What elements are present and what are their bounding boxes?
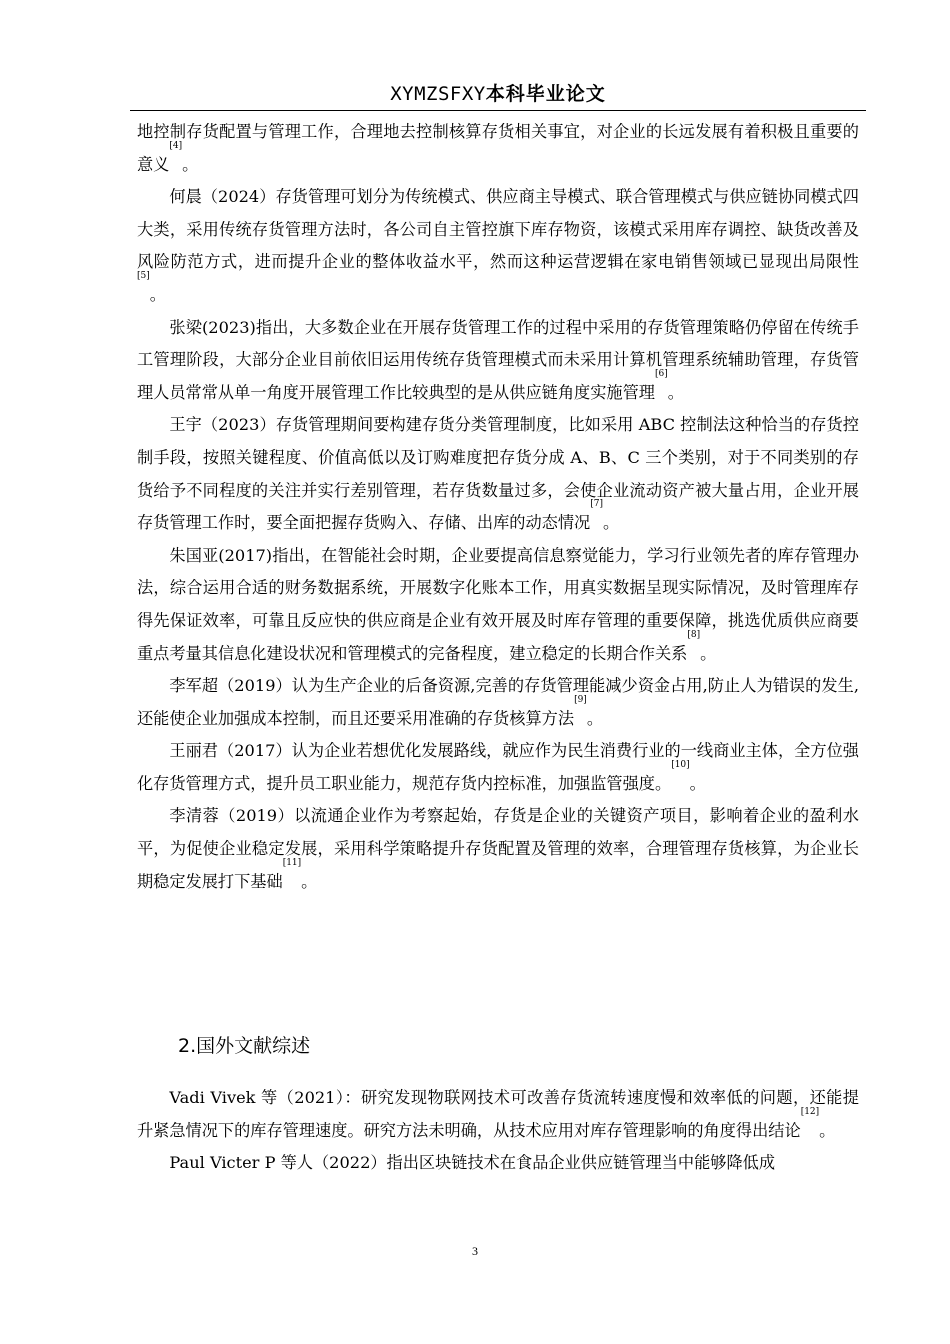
paragraph-tail: 。 (700, 643, 717, 663)
paragraph-tail: 。 (603, 513, 620, 533)
paragraph-tail: 。 (149, 284, 166, 304)
paragraph (137, 181, 859, 311)
paragraph (137, 116, 859, 181)
paragraph (137, 1082, 859, 1147)
paragraph (137, 735, 859, 800)
paragraph-text: 李清蓉（2019）以流通企业作为考察起始，存货是企业的关键资产项目，影响着企业的盈利水平，为促使企业稳定发展，采用科学策略提升存货配置及管理的效率，合理管理存货核算，为企业长期稳定发展打下基础 (137, 806, 859, 891)
citation: [9] (574, 694, 587, 705)
paragraph-text: Paul Victer P 等人（2022）指出区块链技术在食品企业供应链管理当中能够降低成 (169, 1153, 776, 1173)
paragraph (137, 312, 859, 410)
paragraph-tail: 。 (182, 154, 199, 174)
domestic-review-body (137, 116, 859, 898)
paragraph-tail: 。 (586, 708, 603, 728)
citation: [7] (590, 499, 603, 510)
paragraph-text: Vadi Vivek 等（2021）：研究发现物联网技术可改善存货流转速度慢和效率低的问题，还能提升紧急情况下的库存管理速度。研究方法未明确，从技术应用对库存管理影响的角度得出结论 (137, 1088, 859, 1140)
citation: [10] (671, 759, 690, 770)
paragraph-text: 王宇（2023）存货管理期间要构建存货分类管理制度，比如采用 ABC 控制法这种恰当的存货控制手段，按照关键程度、价值高低以及订购难度把存货分成 A、B、C 三个类别，对于不同类别的存货给予不同程度的关注并实行差别管理，若存货数量过多，会使企业流动资产被大量占用，企业开展存货管理工作时，要全面把握存货购入、存储、出库的动态情况 (137, 415, 859, 533)
paragraph (137, 800, 859, 898)
paragraph-tail: 。 (301, 871, 318, 891)
citation: [6] (655, 368, 668, 379)
foreign-review-body (137, 1082, 859, 1180)
paragraph (137, 409, 859, 539)
paragraph (137, 1147, 859, 1180)
page-number: 3 (472, 1244, 478, 1258)
running-header (130, 82, 866, 106)
citation: [5] (137, 270, 150, 281)
paragraph-text: 王丽君（2017）认为企业若想优化发展路线，就应作为民生消费行业的一线商业主体，全方位强化存货管理方式，提升员工职业能力，规范存货内控标准，加强监管强度。 (137, 741, 859, 793)
header-code: XYMZSFXY (390, 83, 486, 105)
paragraph-text: 朱国亚(2017)指出，在智能社会时期，企业要提高信息察觉能力，学习行业领先者的库存管理办法，综合运用合适的财务数据系统，开展数字化账本工作，用真实数据呈现实际情况，及时管理库存得先保证效率，可靠且反应快的供应商是企业有效开展及时库存管理的重要保障，挑选优质供应商要重点考量其信息化建设状况和管理模式的完备程度，建立稳定的长期合作关系 (137, 545, 859, 663)
paragraph-tail: 。 (667, 382, 684, 402)
paragraph-tail: 。 (819, 1120, 836, 1140)
paragraph-text: 李军超（2019）认为生产企业的后备资源,完善的存货管理能减少资金占用,防止人为错误的发生,还能使企业加强成本控制，而且还要采用准确的存货核算方法 (137, 676, 859, 728)
citation: [4] (169, 140, 183, 151)
paragraph-text: 张梁(2023)指出，大多数企业在开展存货管理工作的过程中采用的存货管理策略仍停留在传统手工管理阶段，大部分企业目前依旧运用传统存货管理模式而未采用计算机管理系统辅助管理，存货管理人员常常从单一角度开展管理工作比较典型的是从供应链角度实施管理 (137, 317, 859, 402)
paragraph (137, 670, 859, 735)
citation: [11] (282, 857, 302, 868)
citation: [8] (687, 629, 701, 640)
citation: [12] (800, 1106, 820, 1117)
paragraph (137, 540, 859, 670)
paragraph-text: 何晨（2024）存货管理可划分为传统模式、供应商主导模式、联合管理模式与供应链协同模式四大类，采用传统存货管理方法时，各公司自主管控旗下库存物资，该模式采用库存调控、缺货改善及风险防范方式，进而提升企业的整体收益水平，然而这种运营逻辑在家电销售领域已显现出局限性 (137, 187, 859, 272)
header-title: 本科毕业论文 (485, 83, 606, 105)
paragraph-tail: 。 (689, 773, 706, 793)
section-heading: 2.国外文献综述 (178, 1035, 311, 1057)
header-rule (130, 110, 866, 111)
paragraph-text: 地控制存货配置与管理工作，合理地去控制核算存货相关事宜，对企业的长远发展有着积极且重要的意义 (137, 122, 859, 174)
